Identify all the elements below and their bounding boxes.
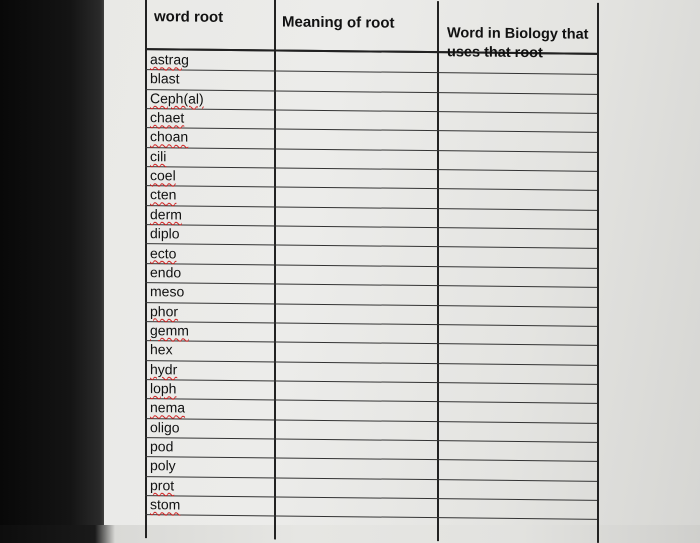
header-uses-that-root: uses that root (447, 44, 543, 62)
word-root-cell: diplo (150, 225, 180, 242)
word-root-cell: derm (150, 205, 182, 223)
word-root-cell: loph (150, 380, 177, 397)
word-root-cell: pod (150, 438, 174, 455)
word-root-cell: meso (150, 283, 185, 300)
word-root-cell: blast (150, 70, 180, 87)
word-root-cell: poly (150, 457, 176, 474)
word-root-cell: Ceph(al) (150, 89, 204, 107)
word-root-cell: cili (150, 147, 167, 165)
word-root-cell: cten (150, 186, 177, 203)
word-root-cell: hex (150, 341, 173, 358)
table-border-right (597, 3, 599, 543)
word-root-cell: coel (150, 167, 176, 184)
word-root-cell: chaet (150, 109, 185, 126)
word-root-cell: endo (150, 263, 182, 281)
header-word-in-biology: Word in Biology that (447, 25, 589, 43)
header-word-root: word root (154, 8, 224, 26)
word-root-cell: nema (150, 399, 186, 416)
word-root-cell: prot (150, 476, 175, 494)
word-root-cell: phor (150, 302, 179, 319)
word-root-table (137, 0, 599, 530)
word-root-cell: gemm (150, 322, 189, 339)
word-root-cell: choan (150, 128, 189, 145)
background-dark-edge (0, 0, 110, 525)
word-root-cell: oligo (150, 418, 180, 436)
header-meaning-of-root: Meaning of root (282, 13, 395, 32)
word-root-cell: ecto (150, 244, 177, 261)
table-row (145, 495, 597, 520)
word-root-cell: hydr (150, 360, 178, 378)
word-root-cell: astrag (150, 51, 189, 68)
word-root-cell: stom (150, 496, 181, 513)
